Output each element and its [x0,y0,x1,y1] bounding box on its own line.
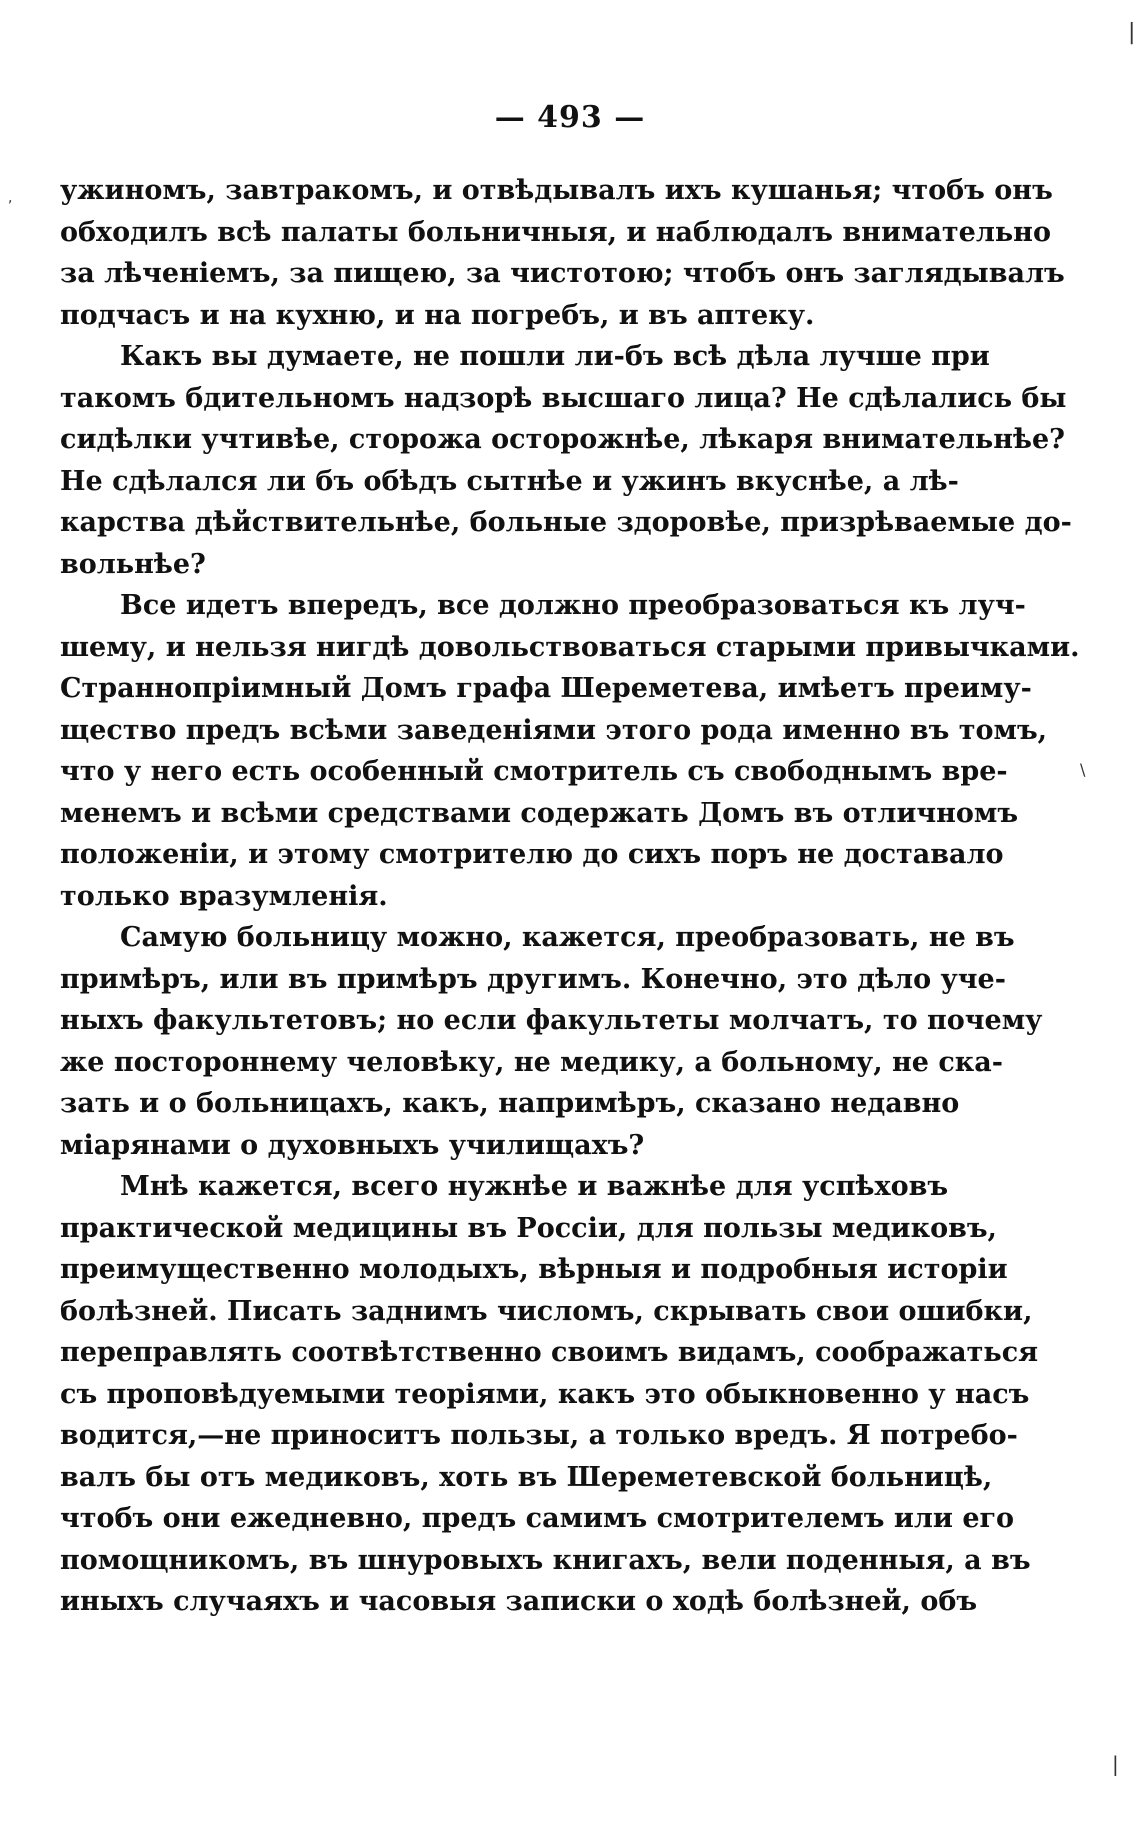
scan-speck: | [1128,20,1136,45]
text-line: только вразумленія. [60,880,388,912]
text-line: зать и о больницахъ, какъ, напримѣръ, сказано недавно [60,1088,960,1119]
text-line: переправлять соотвѣтственно своимъ видамъ, соображаться [60,1337,1039,1368]
text-line: Какъ вы думаете, не пошли ли-бъ всѣ дѣла лучше при [120,341,990,372]
text-line: щество предъ всѣми заведеніями этого рода именно въ томъ, [60,714,1048,746]
text-line: преимущественно молодыхъ, вѣрныя и подробныя исторіи [60,1254,1008,1285]
text-line: болѣзней. Писать заднимъ числомъ, скрывать свои ошибки, [60,1295,1033,1327]
text-line: міарянами о духовныхъ училищахъ? [60,1129,645,1161]
text-line: что у него есть особенный смотритель съ свободнымъ вре- [60,756,1008,787]
text-line: Самую больницу можно, кажется, преобразовать, не въ [120,922,1015,953]
text-line: такомъ бдительномъ надзорѣ высшаго лица? Не сдѣлались бы [60,382,1067,414]
text-line: съ проповѣдуемыми теоріями, какъ это обыкновенно у насъ [60,1378,1030,1410]
text-line: подчасъ и на кухню, и на погребъ, и въ аптеку. [60,299,815,331]
text-line: же постороннему человѣку, не медику, а больному, не ска- [60,1046,1003,1078]
scan-speck: | [1112,1752,1119,1776]
text-line: иныхъ случаяхъ и часовыя записки о ходѣ болѣзней, объ [60,1586,978,1617]
text-line: примѣръ, или въ примѣръ другимъ. Конечно, это дѣло уче- [60,963,1006,995]
text-line: менемъ и всѣми средствами содержать Домъ въ отличномъ [60,797,1019,829]
page-number: — 493 — [494,100,646,135]
text-line: валъ бы отъ медиковъ, хоть въ Шереметевской больницѣ, [60,1461,993,1493]
text-line: за лѣченіемъ, за пищею, за чистотою; чтобъ онъ заглядывалъ [60,258,1065,289]
text-line: шему, и нельзя нигдѣ довольствоваться старыми привычками. [60,631,1080,663]
text-line: Все идетъ впередъ, все должно преобразоваться къ луч- [120,590,1026,621]
text-line: обходилъ всѣ палаты больничныя, и наблюдалъ внимательно [60,216,1051,248]
text-line: ужиномъ, завтракомъ, и отвѣдывалъ ихъ кушанья; чтобъ онъ [60,175,1053,206]
text-line: водится,—не приноситъ пользы, а только вредъ. Я потребо- [60,1420,1018,1451]
text-line: чтобъ они ежедневно, предъ самимъ смотрителемъ или его [60,1503,1015,1534]
text-line: Не сдѣлался ли бъ обѣдъ сытнѣе и ужинъ вкуснѣе, а лѣ- [60,465,959,497]
text-line: помощникомъ, въ шнуровыхъ книгахъ, вели поденныя, а въ [60,1544,1031,1576]
text-line: Страннопріимный Домъ графа Шереметева, имѣетъ преиму- [60,673,1032,704]
text-line: Мнѣ кажется, всего нужнѣе и важнѣе для успѣховъ [120,1171,949,1202]
text-line: положеніи, и этому смотрителю до сихъ поръ не доставало [60,839,1004,870]
scan-speck: \ [1080,760,1086,779]
text-line: вольнѣе? [60,548,206,580]
body-text [60,170,1080,1623]
text-line: сидѣлки учтивѣе, сторожа осторожнѣе, лѣкаря внимательнѣе? [60,424,1065,455]
text-line: практической медицины въ Россіи, для пользы медиковъ, [60,1212,997,1244]
text-line: ныхъ факультетовъ; но если факультеты молчатъ, то почему [60,1005,1043,1036]
text-line: карства дѣйствительнѣе, больные здоровѣе, призрѣваемые до- [60,507,1072,538]
scan-speck: , [8,190,13,206]
